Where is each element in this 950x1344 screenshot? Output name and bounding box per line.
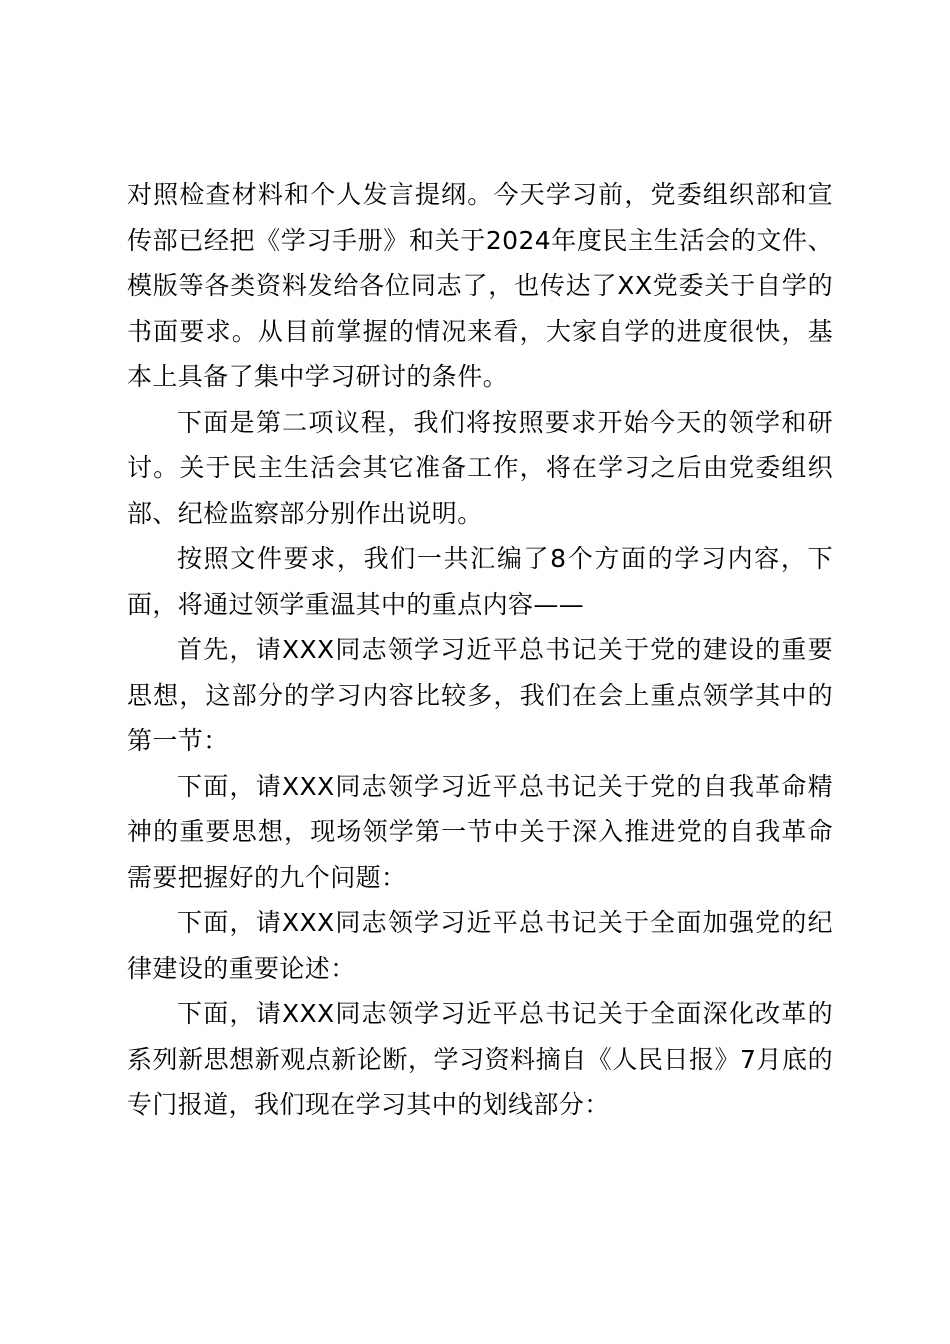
paragraph-1: 对照检查材料和个人发言提纲。今天学习前，党委组织部和宣传部已经把《学习手册》和关于2024年度民主生活会的文件、模版等各类资料发给各位同志了，也传达了XX党委关于自学的书面要求。从目前掌握的情况来看，大家自学的进度很快，基本上具备了集中学习研讨的条件。 bbox=[127, 180, 833, 391]
paragraph-3: 按照文件要求，我们一共汇编了8个方面的学习内容，下面，将通过领学重温其中的重点内容—— bbox=[127, 544, 833, 619]
document-body bbox=[127, 172, 833, 1128]
paragraph-5: 下面，请XXX同志领学习近平总书记关于党的自我革命精神的重要思想，现场领学第一节中关于深入推进党的自我革命需要把握好的九个问题： bbox=[127, 771, 833, 892]
paragraph-6: 下面，请XXX同志领学习近平总书记关于全面加强党的纪律建设的重要论述： bbox=[127, 908, 833, 983]
paragraph-4: 首先，请XXX同志领学习近平总书记关于党的建设的重要思想，这部分的学习内容比较多，我们在会上重点领学其中的第一节： bbox=[127, 635, 833, 755]
paragraph-2: 下面是第二项议程，我们将按照要求开始今天的领学和研讨。关于民主生活会其它准备工作，将在学习之后由党委组织部、纪检监察部分别作出说明。 bbox=[127, 407, 833, 528]
paragraph-7: 下面，请XXX同志领学习近平总书记关于全面深化改革的系列新思想新观点新论断，学习资料摘自《人民日报》7月底的专门报道，我们现在学习其中的划线部分： bbox=[127, 999, 833, 1119]
